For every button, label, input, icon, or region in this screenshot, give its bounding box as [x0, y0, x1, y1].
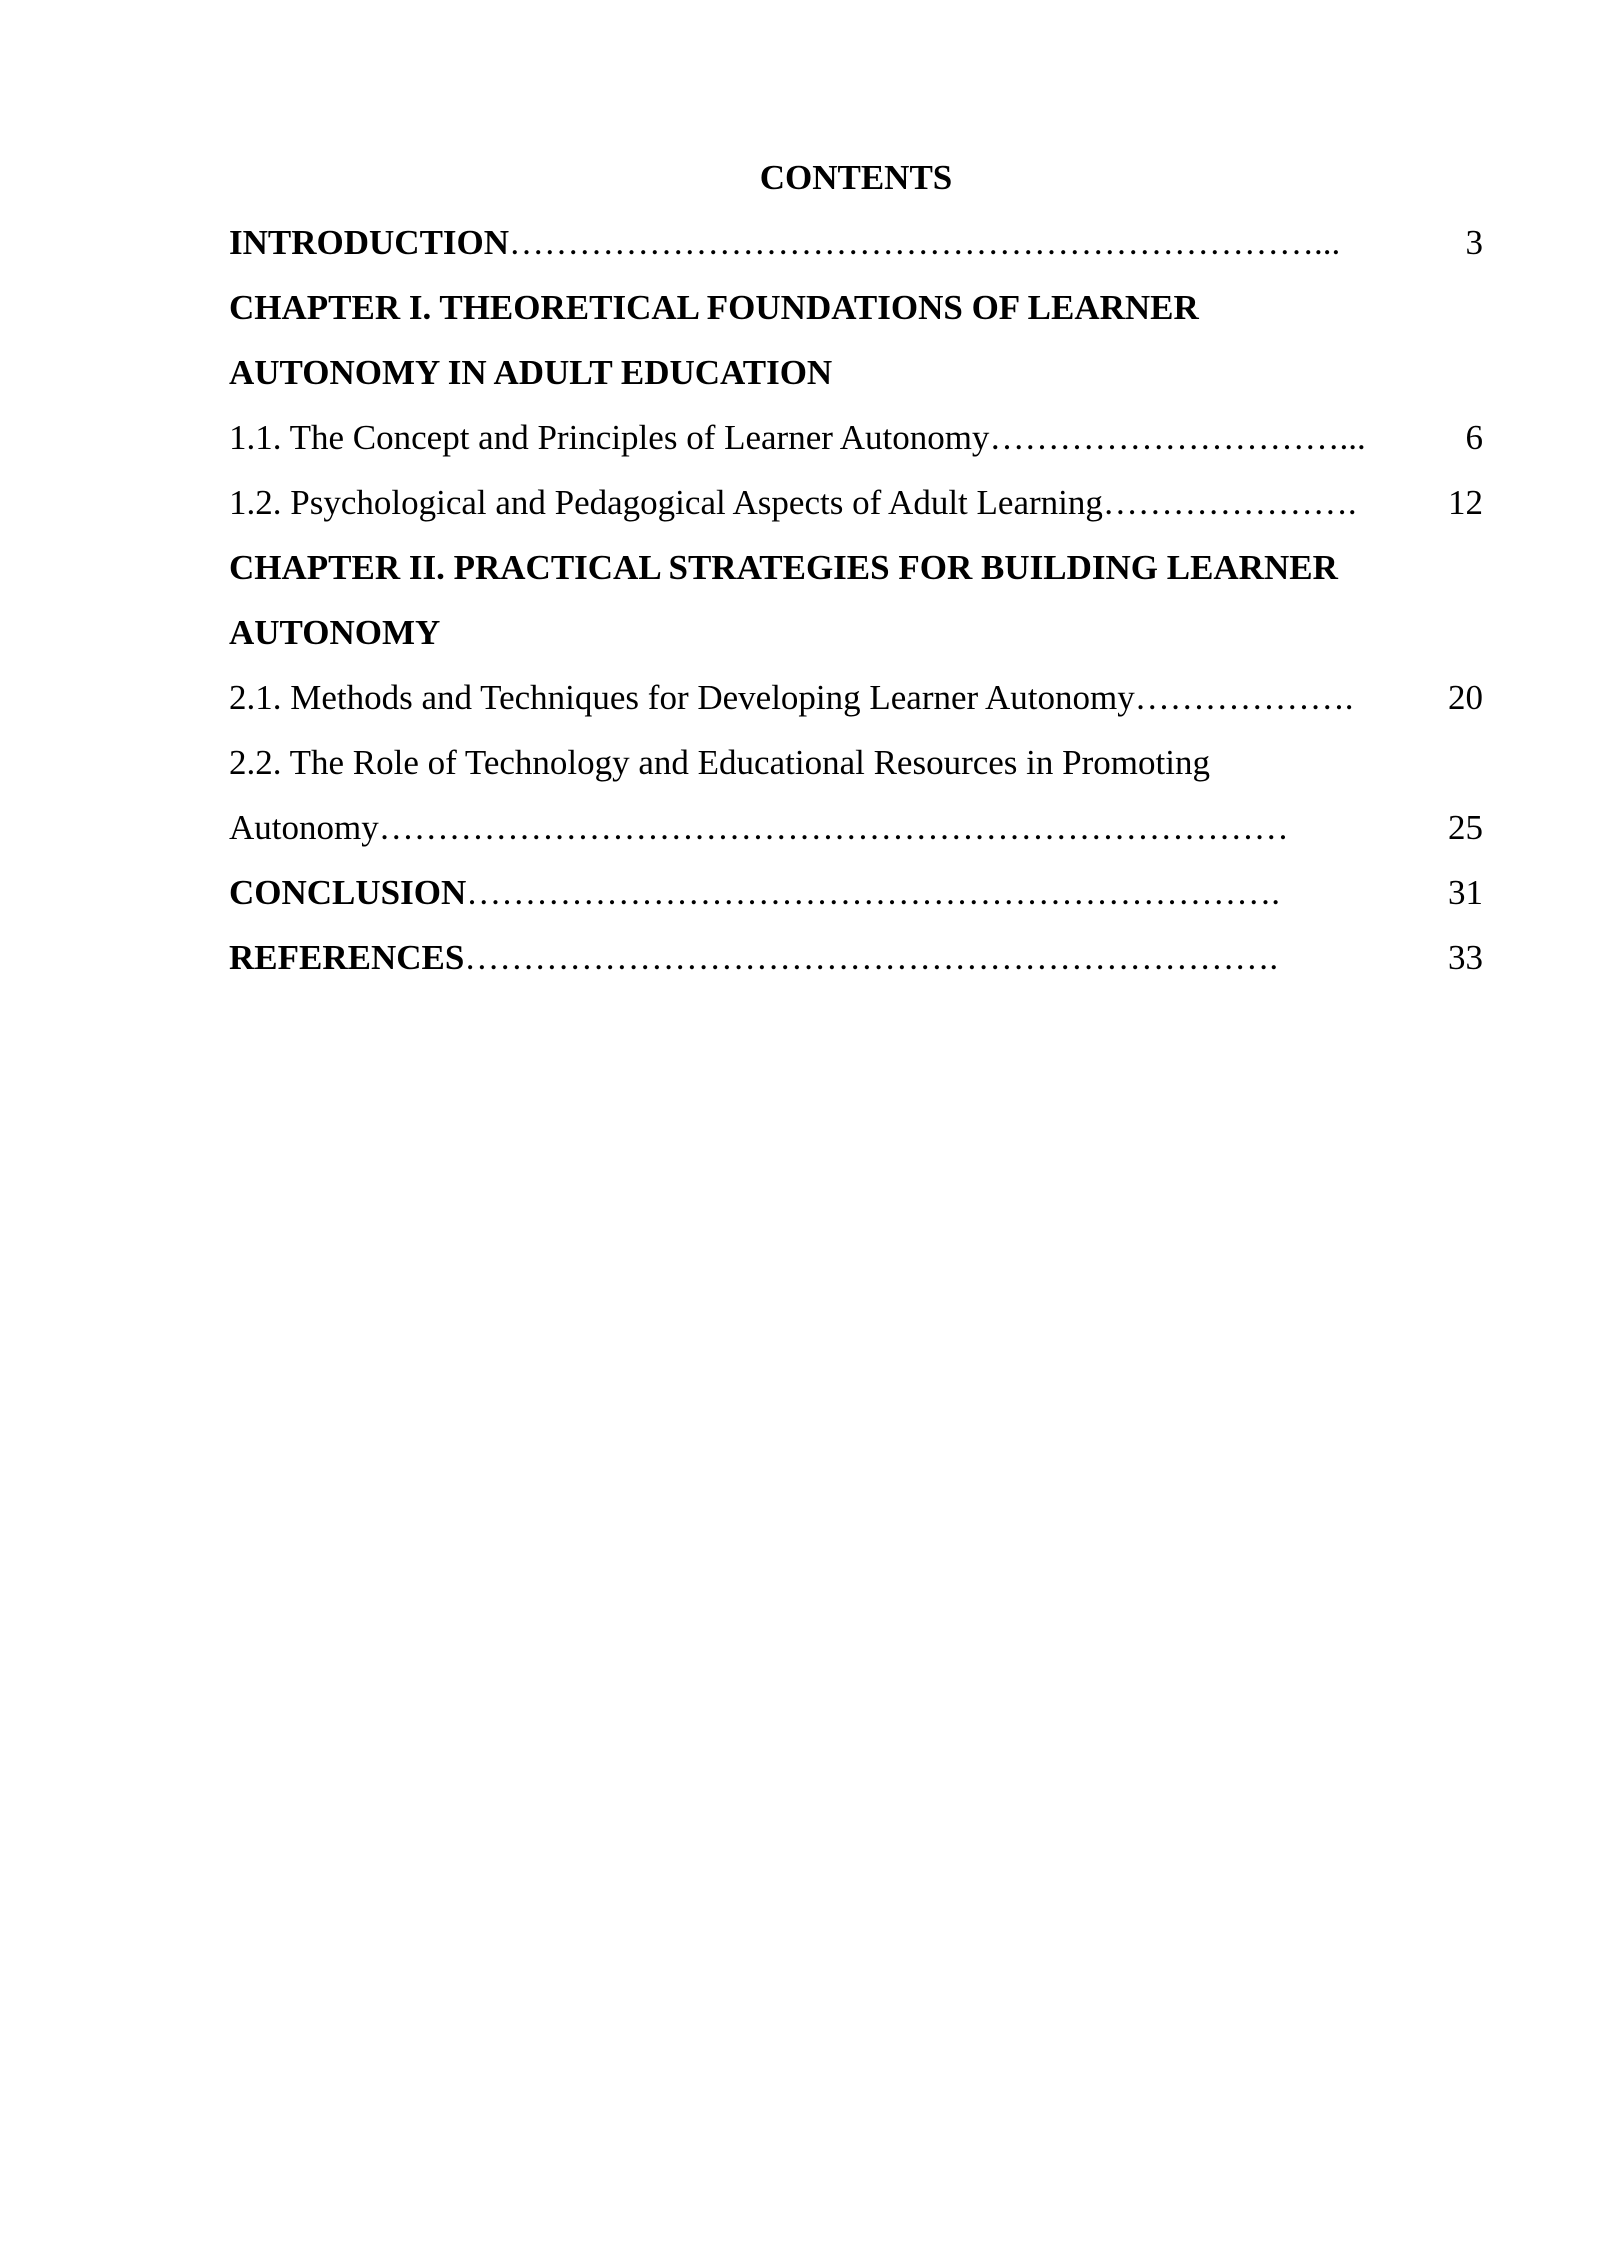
toc-entry-chapter-2-line-1 — [229, 535, 1483, 600]
toc-entry-chapter-2-line-2 — [229, 600, 1483, 665]
toc-entry-section-2-2-line-1 — [229, 730, 1483, 795]
toc-entry-text: 1.2. Psychological and Pedagogical Aspects of Adult Learning — [229, 483, 1103, 522]
table-of-contents — [229, 145, 1483, 990]
toc-page-number: 3 — [1465, 223, 1483, 262]
toc-entry-references — [229, 925, 1483, 990]
toc-entry-section-1-2 — [229, 470, 1483, 535]
toc-entry-text: AUTONOMY IN ADULT EDUCATION — [229, 353, 833, 392]
toc-entry-chapter-1-line-1 — [229, 275, 1483, 340]
toc-leader: ………………. — [1134, 678, 1354, 717]
toc-leader: …………………………………………………………………… — [378, 808, 1289, 847]
toc-entry-text: REFERENCES — [229, 938, 465, 977]
toc-page-number: 20 — [1448, 678, 1483, 717]
toc-entry-conclusion — [229, 860, 1483, 925]
toc-entry-text: 2.1. Methods and Techniques for Developing Learner Autonomy — [229, 678, 1135, 717]
toc-page-number: 6 — [1465, 418, 1483, 457]
toc-entry-section-2-1 — [229, 665, 1483, 730]
toc-entry-section-2-2-line-2 — [229, 795, 1483, 860]
toc-entry-section-1-1 — [229, 405, 1483, 470]
toc-entry-introduction — [229, 210, 1483, 275]
toc-entry-text: Autonomy — [229, 808, 379, 847]
toc-entry-chapter-1-line-2 — [229, 340, 1483, 405]
toc-leader: ……………………………………………………………. — [464, 938, 1279, 977]
toc-entry-text: INTRODUCTION — [229, 223, 510, 262]
toc-page-number: 12 — [1448, 483, 1483, 522]
toc-page-number: 31 — [1448, 873, 1483, 912]
toc-leader: ……………………………………………………………. — [466, 873, 1281, 912]
toc-entry-text: AUTONOMY — [229, 613, 441, 652]
toc-entry-text: 2.2. The Role of Technology and Educational Resources in Promoting — [229, 743, 1210, 782]
toc-leader: …………………. — [1102, 483, 1357, 522]
toc-entry-text: CHAPTER II. PRACTICAL STRATEGIES FOR BUILDING LEARNER — [229, 548, 1338, 587]
toc-entry-text: CHAPTER I. THEORETICAL FOUNDATIONS OF LEARNER — [229, 288, 1199, 327]
toc-page-number: 25 — [1448, 808, 1483, 847]
toc-title: CONTENTS — [759, 158, 953, 197]
toc-leader: ……………………………………………………………... — [509, 223, 1341, 262]
toc-page-number: 33 — [1448, 938, 1483, 977]
toc-entry-text: CONCLUSION — [229, 873, 467, 912]
toc-leader: …………………………... — [989, 418, 1366, 457]
toc-entry-text: 1.1. The Concept and Principles of Learner Autonomy — [229, 418, 990, 457]
